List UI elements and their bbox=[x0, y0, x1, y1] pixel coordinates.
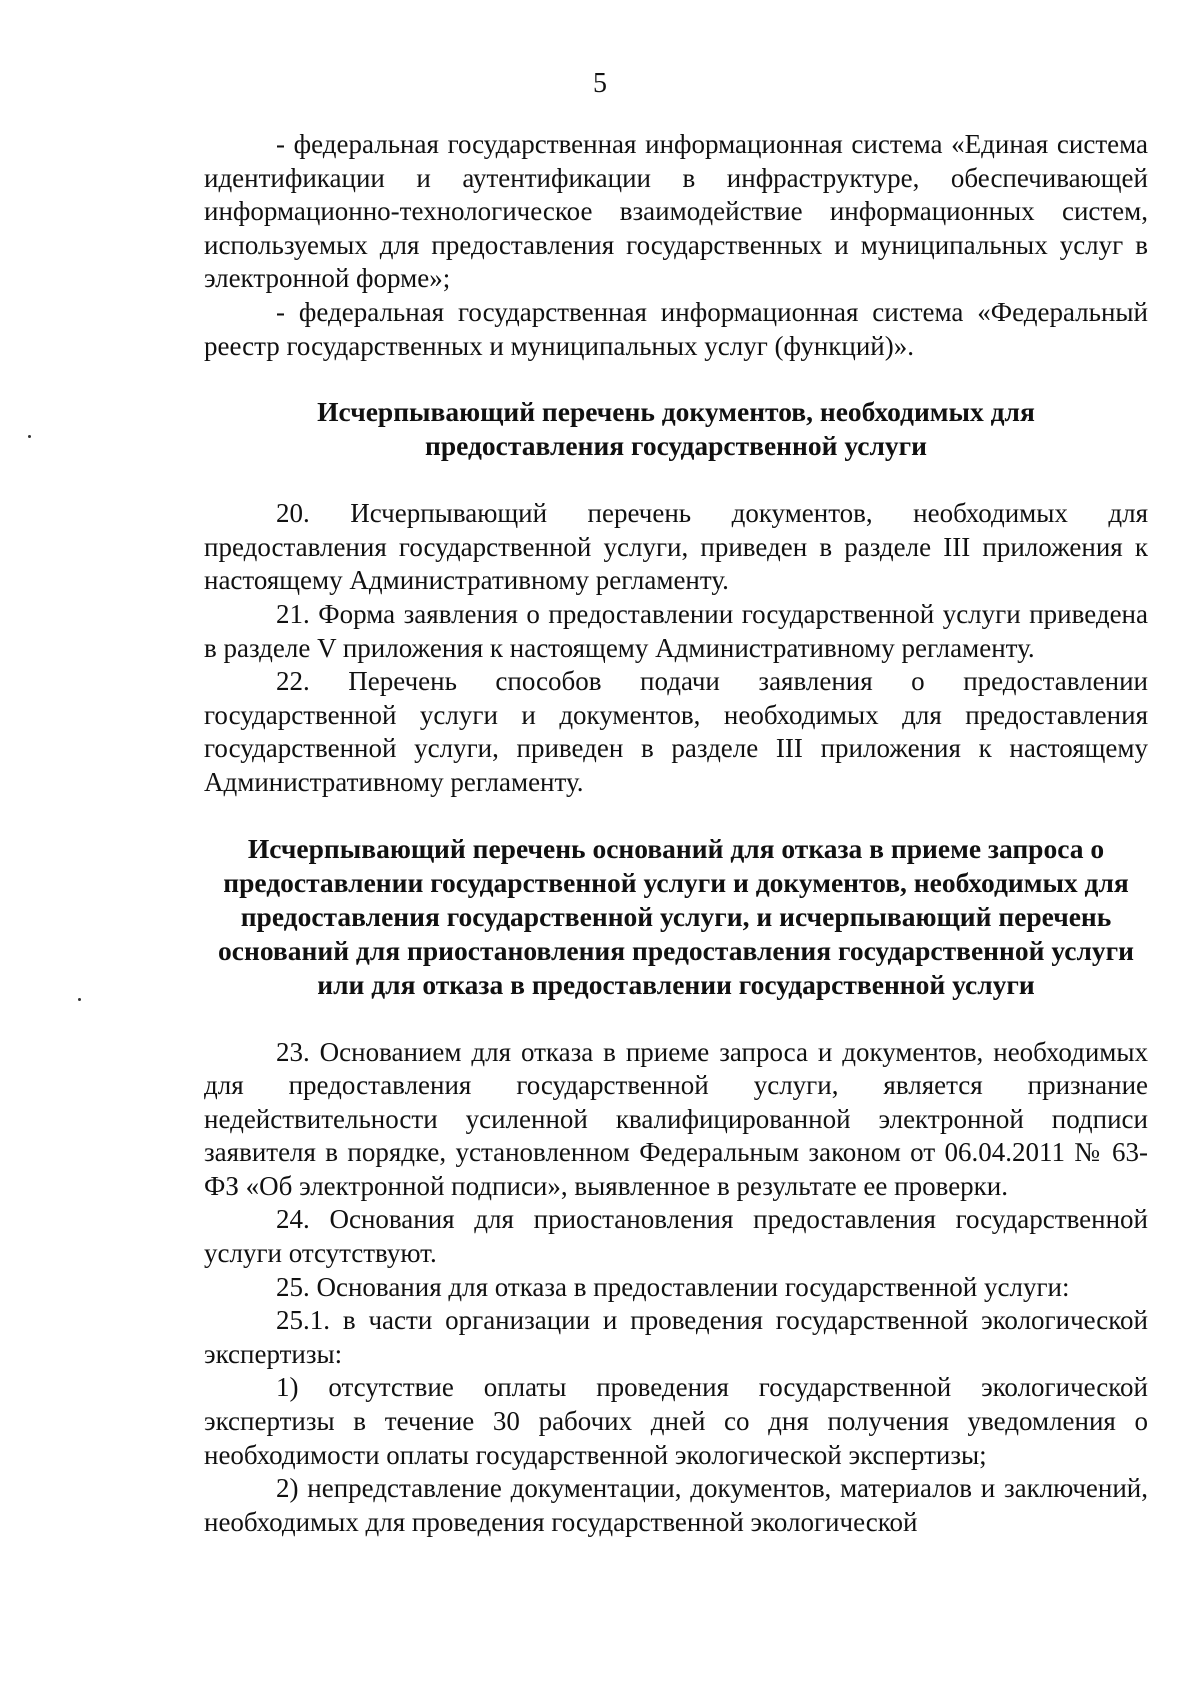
paragraph-25-1: 25.1. в части организации и проведения государственной экологической экспертизы: bbox=[204, 1305, 1148, 1369]
paragraph-25-1-item-1: 1) отсутствие оплаты проведения государственной экологической экспертизы в течение 30 рабочих дней со дня получения уведомления о необходимости оплаты государственной экологической экспертизы; bbox=[204, 1372, 1148, 1470]
paragraph-23: 23. Основанием для отказа в приеме запроса и документов, необходимых для предоставления государственной услуги, является признание недействительности усиленной квалифицированной электронной подписи заявителя в порядке, установленном Федеральным законом от 06.04.2011 № 63-ФЗ «Об электронной подписи», выявленное в результате ее проверки. bbox=[204, 1036, 1148, 1201]
paragraph-22: 22. Перечень способов подачи заявления о предоставлении государственной услуги и документов, необходимых для предоставления государственной услуги, приведен в разделе III приложения к настоящему Административному регламенту. bbox=[204, 666, 1148, 797]
paragraph-20: 20. Исчерпывающий перечень документов, необходимых для предоставления государственной услуги, приведен в разделе III приложения к настоящему Административному регламенту. bbox=[204, 498, 1148, 596]
paragraph-25: 25. Основания для отказа в предоставлении государственной услуги: bbox=[276, 1271, 1070, 1302]
scan-speck bbox=[28, 435, 31, 438]
paragraph-esia: - федеральная государственная информационная система «Единая система идентификации и аутентификации в инфраструктуре, обеспечивающей информационно-технологическое взаимодействие информационных систем, используемых для предоставления государственных и муниципальных услуг в электронной форме»; bbox=[204, 129, 1148, 294]
section-heading-refusal-grounds: Исчерпывающий перечень оснований для отказа в приеме запроса о предоставлении государственной услуги и документов, необходимых для предоставления государственной услуги, и исчерпывающий перечень оснований для приостановления предоставления государственной услуги или для отказа в предоставлении государственной услуги bbox=[218, 832, 1134, 1000]
scan-speck bbox=[78, 998, 81, 1001]
page-number: 5 bbox=[593, 68, 607, 99]
paragraph-25-1-item-2: 2) непредставление документации, документов, материалов и заключений, необходимых для проведения государственной экологической bbox=[204, 1473, 1148, 1537]
paragraph-21: 21. Форма заявления о предоставлении государственной услуги приведена в разделе V приложения к настоящему Административному регламенту. bbox=[204, 598, 1148, 663]
paragraph-federal-registry: - федеральная государственная информационная система «Федеральный реестр государственных и муниципальных услуг (функций)». bbox=[204, 296, 1148, 361]
section-heading-documents: Исчерпывающий перечень документов, необходимых для предоставления государственной услуги bbox=[317, 396, 1035, 462]
paragraph-24: 24. Основания для приостановления предоставления государственной услуги отсутствуют. bbox=[204, 1204, 1148, 1269]
document-body bbox=[204, 128, 1148, 1539]
